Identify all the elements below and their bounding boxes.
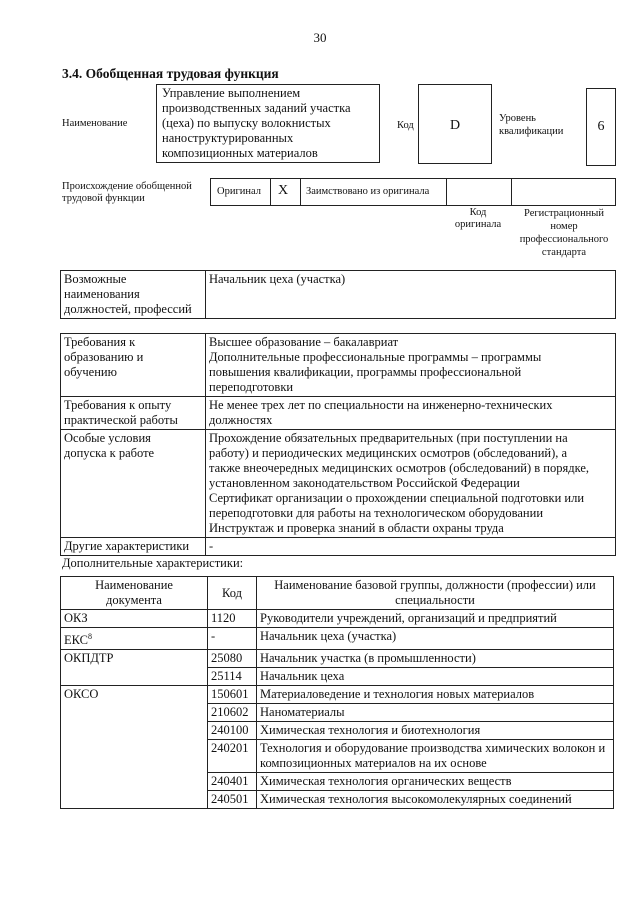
table-row (61, 271, 616, 319)
req-value: Прохождение обязательных предварительных (при поступлении на работу) и периодических медицинских осмотров (обследований), а также внеочередных медицинских осмотров (обследований) в порядке, установленном законодательством Российской Федерации Сертификат организации о прохождении специальной подготовки или переподготовки для работы на технологическом оборудовании Инструктаж и проверка знаний в области охраны труда (206, 430, 616, 538)
table-row (61, 610, 614, 628)
table-row (61, 686, 614, 704)
level-label: Уровень квалификации (499, 113, 564, 137)
requirements-table (60, 333, 616, 556)
name-cell: Начальник участка (в промышленности) (257, 650, 614, 668)
doc-cell: ЕКС$^8$ (61, 628, 208, 650)
code-label: Код (397, 120, 414, 131)
code-cell: 210602 (208, 704, 257, 722)
code-cell: 240401 (208, 773, 257, 791)
extra-title: Дополнительные характеристики: (62, 556, 244, 570)
origin-label: Происхождение обобщенной трудовой функции (62, 181, 192, 204)
req-label: Особые условия допуска к работе (61, 430, 206, 538)
name-cell: Наноматериалы (257, 704, 614, 722)
name-cell: Химическая технология высокомолекулярных соединений (257, 791, 614, 809)
req-label: Требования к образованию и обучению (61, 334, 206, 397)
header-doc: Наименование документа (61, 577, 208, 610)
origin-mark: X (278, 183, 289, 198)
code-cell: 150601 (208, 686, 257, 704)
name-cell: Начальник цеха (257, 668, 614, 686)
code-cell: 240501 (208, 791, 257, 809)
page-number: 30 (313, 30, 327, 45)
table-row (61, 628, 614, 650)
name-cell: Технология и оборудование производства химических волокон и композиционных материалов на их основе (257, 740, 614, 773)
name-cell: Начальник цеха (участка) (257, 628, 614, 650)
code-cell: 25080 (208, 650, 257, 668)
code-cell: 240201 (208, 740, 257, 773)
name-cell: Материаловедение и технология новых материалов (257, 686, 614, 704)
extra-table (60, 576, 614, 809)
name-cell: Химическая технология и биотехнология (257, 722, 614, 740)
section-title: 3.4. Обобщенная трудовая функция (62, 66, 279, 81)
code-original-caption: Код оригинала (454, 207, 502, 230)
doc-cell: ОКПДТР (61, 650, 208, 686)
positions-value: Начальник цеха (участка) (206, 271, 616, 319)
name-cell: Химическая технология органических веществ (257, 773, 614, 791)
table-row (61, 334, 616, 397)
req-value: Высшее образование – бакалавриат Дополнительные профессиональные программы – программы повышения квалификации, программы профессиональной переподготовки (206, 334, 616, 397)
name-cell: Руководители учреждений, организаций и предприятий (257, 610, 614, 628)
header-code: Код (208, 577, 257, 610)
code-value: D (449, 118, 461, 133)
table-header-row (61, 577, 614, 610)
table-row (61, 430, 616, 538)
req-label: Другие характеристики (61, 538, 206, 556)
origin-original: Оригинал (217, 186, 261, 197)
code-cell: - (208, 628, 257, 650)
positions-label: Возможные наименования должностей, профессий (61, 271, 206, 319)
table-row (61, 538, 616, 556)
level-value: 6 (597, 119, 605, 134)
table-row (61, 397, 616, 430)
code-cell: 1120 (208, 610, 257, 628)
function-name-box (156, 84, 380, 163)
header-name: Наименование базовой группы, должности (профессии) или специальности (257, 577, 614, 610)
code-cell: 25114 (208, 668, 257, 686)
req-label: Требования к опыту практической работы (61, 397, 206, 430)
table-row (61, 650, 614, 668)
function-name-text: Управление выполнением производственных заданий участка (цеха) по выпуску волокнистых наноструктурированных композиционных материалов (162, 86, 351, 160)
code-cell: 240100 (208, 722, 257, 740)
origin-borrowed: Заимствовано из оригинала (306, 186, 430, 197)
reg-number-caption: Регистрационный номер профессионального стандарта (519, 208, 609, 258)
doc-cell: ОКСО (61, 686, 208, 809)
positions-table (60, 270, 616, 319)
footnote-mark: 8 (88, 632, 92, 641)
code-box (418, 84, 492, 164)
name-label: Наименование (62, 118, 128, 129)
doc-cell: ОКЗ (61, 610, 208, 628)
req-value: - (206, 538, 616, 556)
level-box (586, 88, 616, 166)
req-value: Не менее трех лет по специальности на инженерно-технических должностях (206, 397, 616, 430)
